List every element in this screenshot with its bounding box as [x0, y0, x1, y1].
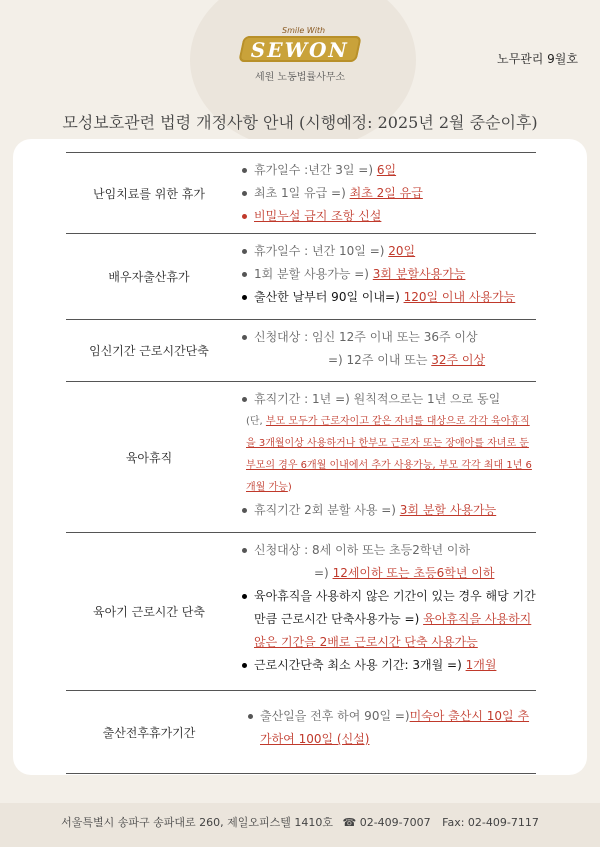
section-infertility-leave	[66, 152, 536, 233]
list-item: 출산일을 전후 하여 90일 =)미숙아 출산시 10일 추가하여 100일 (신설)	[242, 705, 536, 751]
section-label: 임신기간 근로시간단축	[89, 344, 209, 358]
list-item: 휴직기간 : 1년 =) 원칙적으로는 1년 으로 동일	[242, 388, 536, 411]
section-label: 육아휴직	[125, 450, 173, 465]
section-label: 출산전후휴가기간	[102, 725, 196, 740]
list-item: 신청대상 : 임신 12주 이내 또는 36주 이상	[242, 326, 536, 349]
list-item: 휴가일수 : 년간 10일 =) 20일	[242, 240, 536, 263]
office-name: 세원 노동법률사무소	[254, 72, 346, 83]
list-item: 비밀누설 금지 조항 신설	[242, 205, 536, 228]
page-title: 모성보호관련 법령 개정사항 안내 (시행예정: 2025년 2월 중순이후)	[62, 113, 538, 132]
phone-icon: ☎	[342, 816, 357, 829]
list-item: 1회 분할 사용가능 =) 3회 분할사용가능	[242, 263, 536, 286]
exception-note: (단, 부모 모두가 근로자이고 같은 자녀를 대상으로 각각 육아휴직을 3개월이상 사용하거나 한부모 근로자 또는 장애아를 자녀로 둔 부모의 경우 6개월 이내에서 추가 사용가능, 부모 각각 최대 1년 6개월 가능)	[246, 416, 532, 493]
logo-mark: SEWON	[238, 36, 361, 62]
section-childcare-leave	[66, 381, 536, 532]
section-label: 육아기 근로시간 단축	[93, 605, 205, 619]
section-maternity-leave-period	[66, 690, 536, 774]
section-pregnancy-hours-reduction	[66, 319, 536, 381]
list-item: 출산한 날부터 90일 이내=) 120일 이내 사용가능	[242, 286, 536, 309]
footer	[0, 803, 600, 847]
list-item-continuation: =) 12세이하 또는 초등6학년 이하	[314, 566, 495, 580]
section-label: 배우자출산휴가	[108, 270, 190, 284]
list-item: 신청대상 : 8세 이하 또는 초등2학년 이하	[242, 539, 536, 562]
law-table	[66, 152, 536, 774]
phone-number: 02-409-7007	[359, 816, 431, 829]
list-item-continuation: =) 12주 이내 또는 32주 이상	[328, 353, 486, 367]
section-spouse-maternity-leave	[66, 233, 536, 319]
list-item: 휴직기간 2회 분할 사용 =) 3회 분할 사용가능	[242, 499, 536, 522]
section-label: 난임치료를 위한 휴가	[93, 186, 205, 201]
logo-script: Smile With	[282, 26, 326, 35]
list-item: 육아휴직을 사용하지 않은 기간이 있는 경우 해당 기간 만큼 근로시간 단축사용가능 =) 육아휴직을 사용하지 않은 기간을 2배로 근로시간 단축 사용가능	[242, 585, 536, 654]
list-item: 휴가일수 :년간 3일 =) 6일	[242, 159, 536, 182]
fax-number: Fax: 02-409-7117	[442, 816, 539, 829]
issue-tag: 노무관리 9월호	[496, 52, 578, 66]
address: 서울특별시 송파구 송파대로 260, 제일오피스텔 1410호	[61, 816, 334, 829]
list-item: 근로시간단축 최소 사용 기간: 3개월 =) 1개월	[242, 654, 536, 677]
section-childcare-hours-reduction	[66, 532, 536, 690]
list-item: 최초 1일 유급 =) 최초 2일 유급	[242, 182, 536, 205]
